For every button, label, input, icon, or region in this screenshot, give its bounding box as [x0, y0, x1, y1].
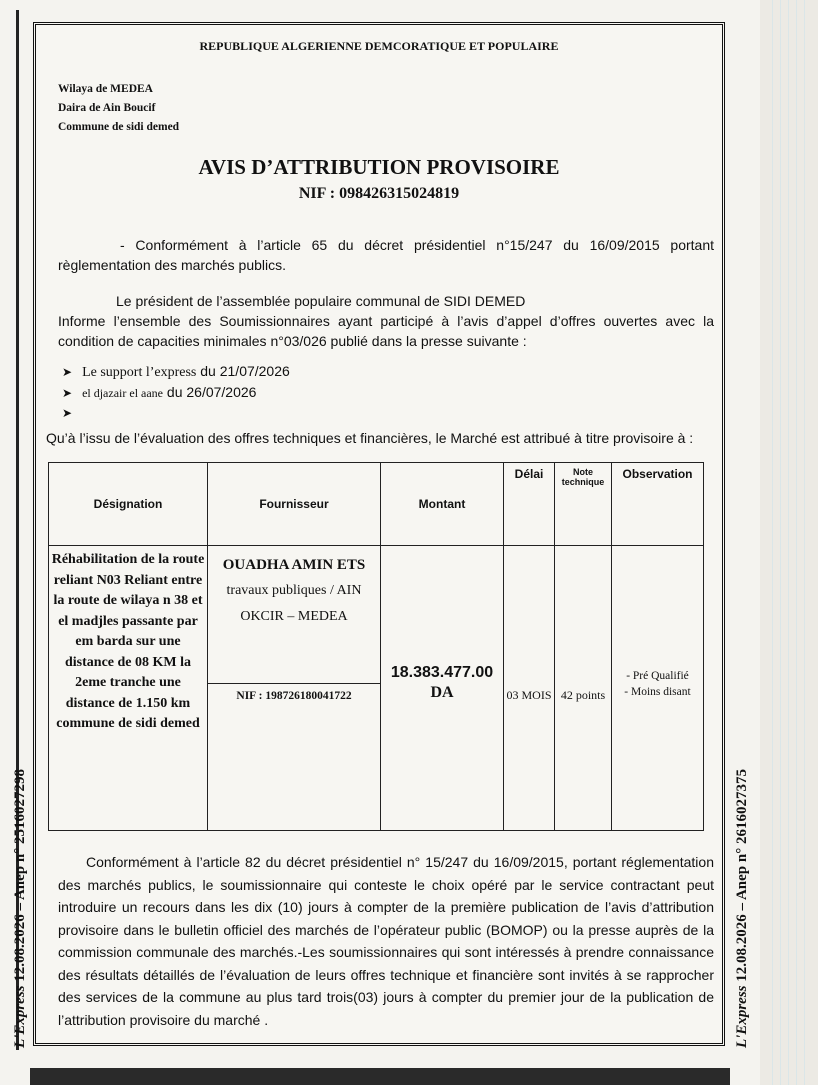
side-publication-note-left: L'Express 12.08.2026 – Anep n° 2516027298: [12, 769, 28, 1048]
cell-fournisseur: [208, 546, 381, 831]
supplier-nif: NIF : 198726180041722: [236, 690, 352, 702]
notice-title: AVIS D’ATTRIBUTION PROVISOIRE: [198, 155, 560, 179]
table-row: [49, 546, 704, 831]
header-delai: Délai: [504, 463, 555, 546]
commune: Commune de sidi demed: [58, 121, 180, 133]
cell-montant: [381, 546, 504, 831]
republic-header: REPUBLIQUE ALGERIENNE DEMCORATIQUE ET POPULAIRE: [199, 39, 559, 53]
header-observation: Observation: [612, 463, 704, 546]
cell-delai: 03 MOIS: [504, 546, 555, 831]
paragraph-legal-basis: - Conformément à l’article 65 du décret présidentiel n°15/247 du 16/09/2015 portant règlementation des marchés publics.: [58, 237, 714, 273]
paragraph-inform: Informe l’ensemble des Soumissionnaires ayant participé à l’avis d’appel d’offres ouvertes avec la condition de capacities minimales n°03/026 publié dans la presse suivante :: [58, 313, 714, 349]
daira: Daira de Ain Boucif: [58, 102, 156, 114]
press-list: [62, 361, 290, 424]
paragraph-appeal: Conformément à l’article 82 du décret présidentiel n° 15/247 du 16/09/2015, portant réglementation des marchés publics, le soumissionnaire qui conteste le choix opéré par le service contractant peut introduire un recours dans les dix (10) jours à compter de la première publication de l’avis d’attribution provisoire dans le bulletin officiel des marchés de l’opérateur public (BOMOP) ou la presse auprès de la commission communale des marchés.-Les soumissionnaires qui sont intéressés à prendre connaissance des résultats détaillés de l’évaluation de leurs offres technique et financière sont invités à se rapprocher des services de la commune au plus tard trois(03) jours à compter du premier jour de la publication de l’attribution provisoire du marché .: [58, 854, 714, 1028]
header-note: Note technique: [555, 463, 612, 546]
supplier-activity: travaux publiques / AIN: [226, 583, 362, 598]
paragraph-award-intro: Qu’à l’issu de l’évaluation des offres techniques et financières, le Marché est attribué à titre provisoire à :: [46, 430, 694, 446]
paragraph-president: Le président de l’assemblée populaire communal de SIDI DEMED: [116, 293, 526, 309]
press-item: ➤ el djazair el aane du 26/07/2026: [62, 382, 290, 403]
next-notice-header-bar: [30, 1068, 730, 1085]
cell-note: 42 points: [555, 546, 612, 831]
press-item: [62, 403, 290, 424]
cell-observation: [612, 546, 704, 831]
administration-block: [58, 80, 179, 137]
page-margin: [760, 0, 818, 1085]
arrow-bullet-icon: ➤: [62, 386, 73, 400]
press-item: ➤ Le support l’express du 21/07/2026: [62, 361, 290, 382]
header-montant: Montant: [381, 463, 504, 546]
notice-nif: NIF : 098426315024819: [298, 185, 460, 202]
observation-line: - Pré Qualifié: [626, 670, 689, 682]
side-publication-note-right: L'Express 12.08.2026 – Anep n° 2616027375: [734, 769, 750, 1048]
observation-line: - Moins disant: [624, 686, 691, 698]
amount-value: 18.383.477.00: [390, 664, 494, 681]
cell-designation: Réhabilitation de la route reliant N03 Reliant entre la route de wilaya n 38 et el madjles passante par em barda sur une distance de 08 KM la 2eme tranche une distance de 1.150 km commune de sidi demed: [49, 546, 208, 831]
amount-currency: DA: [430, 684, 454, 701]
award-table: [48, 462, 704, 831]
table-header-row: [49, 463, 704, 546]
header-designation: Désignation: [49, 463, 208, 546]
arrow-bullet-icon: ➤: [62, 406, 73, 420]
header-fournisseur: Fournisseur: [208, 463, 381, 546]
arrow-bullet-icon: ➤: [62, 365, 73, 379]
supplier-name: OUADHA AMIN ETS: [222, 557, 366, 573]
wilaya: Wilaya de MEDEA: [58, 83, 153, 95]
supplier-location: OKCIR – MEDEA: [240, 609, 348, 624]
attribution-notice: [33, 22, 725, 1046]
